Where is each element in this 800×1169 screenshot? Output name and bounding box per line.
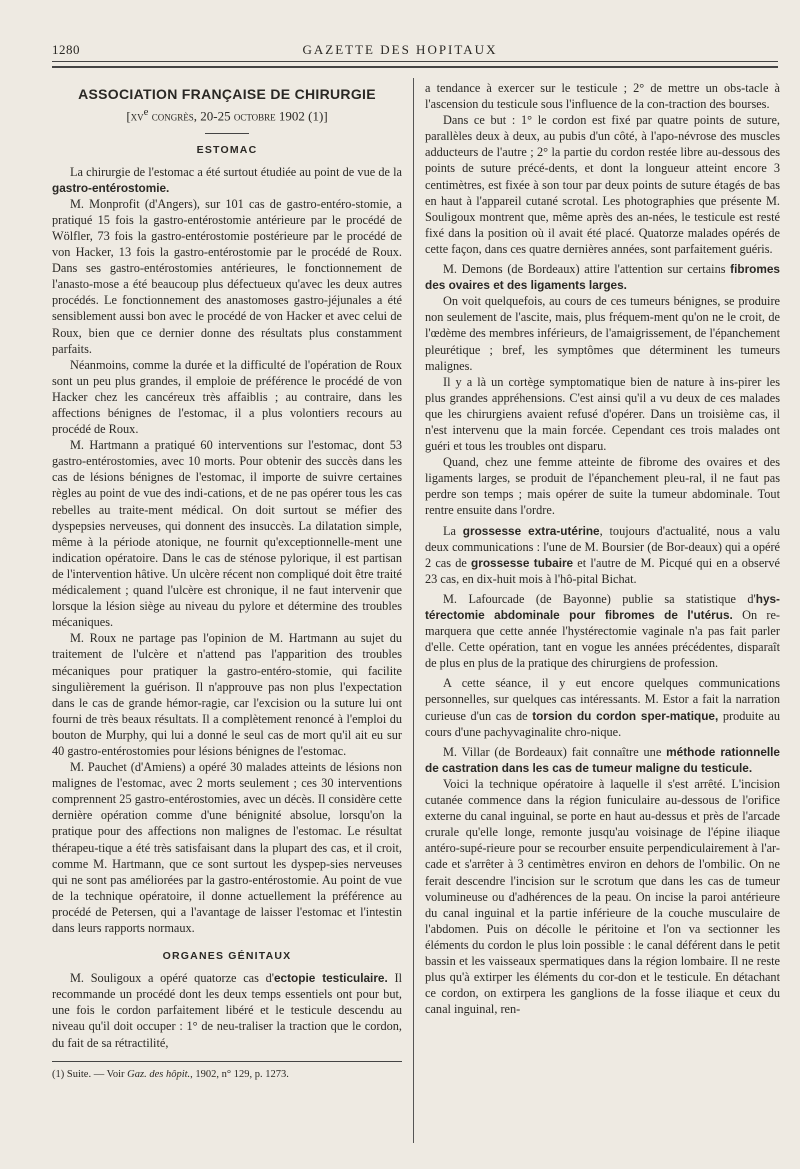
- paragraph: Voici la technique opératoire à laquelle il s'est arrêté. L'incision cutanée commence dans la région funiculaire au-dessous de l'orifice externe du canal inguinal, se porte en haut au-dessus et près de l'arcade crurale qu'elle longe, remonte jusqu'au voisinage de l'épine iliaque antéro-supé-rieure pour se recourber ensuite perpendiculairement à l'ar-cade et s'arrêter à 3 centimètres environ en dehors de l'ombilic. On ne ferait descendre l'incision sur le scrotum que dans les cas de tumeur volumineuse ou d'adhérences de la peau. On incise la paroi antérieure du canal inguinal et la partie inférieure de la couche musculaire de l'abdomen. Puis on décolle le péritoine et l'on va sectionner les éléments du cordon le plus loin possible : le canal déférent dans le petit bassin et les vaisseaux spermatiques dans la région lombaire. Il ne reste plus qu'à extirper les éléments du cor-don et le testicule. En détachant ce cordon, on extirpera les ganglions de la fosse iliaque et ceux du canal inguinal, ren-: [425, 776, 780, 1017]
- paragraph: Néanmoins, comme la durée et la difficulté de l'opération de Roux sont un peu plus grandes, il emploie de préférence le procédé de von Hacker chez les cancéreux très affaiblis ; au contraire, dans les affections bénignes de l'estomac, il a plus volontiers recours au procédé de Roux.: [52, 357, 402, 437]
- keyword: torsion du cordon sper-matique,: [532, 708, 719, 723]
- article-subtitle: [52, 104, 402, 124]
- title-rule: [205, 133, 249, 134]
- paragraph: M. Demons (de Bordeaux) attire l'attention sur certains fibromes des ovaires et des ligaments larges.: [425, 262, 780, 293]
- paragraph: Dans ce but : 1° le cordon est fixé par quatre points de suture, parallèles deux à deux, au pubis d'un côté, à l'apo-névrose des muscles adducteurs de l'autre ; 2° la partie du cordon restée libre au-dessous des points de suture précé-dents, et dont la longueur atteint encore 3 centimètres, est fixée à son tour par deux points de suture étagés de bas en haut à l'appareil cutané scrotal. Les photographies que présente M. Souligoux montrent que, même après des an-nées, le testicule est resté fixé dans la position où il avait été placé. Quatorze malades opérés de cette façon, dans ces quatre dernières années, sont parfaitement guéris.: [425, 113, 780, 256]
- page-number: 1280: [52, 42, 80, 57]
- keyword: hys-térectomie abdominale pour fibromes de l'utérus.: [425, 591, 780, 622]
- paragraph: On voit quelquefois, au cours de ces tumeurs bénignes, se produire non seulement de l'ascite, mais, plus fréquem-ment qu'on ne le croit, de l'œdème des membres inférieurs, de l'amaigrissement, de l'épanchement pleurétique ; bref, les symptômes que déterminent les tumeurs malignes.: [425, 294, 780, 373]
- subtitle-pre: [xv: [126, 108, 144, 124]
- left-column: [52, 80, 402, 1081]
- article-title: ASSOCIATION FRANÇAISE DE CHIRURGIE: [78, 86, 376, 102]
- section-heading-estomac: ESTOMAC: [196, 143, 258, 156]
- section-heading-organes: ORGANES GÉNITAUX: [162, 950, 292, 963]
- footnote: (1) Suite. — Voir Gaz. des hôpit., 1902, n° 129, p. 1273.: [52, 1068, 289, 1080]
- header-rule: [52, 61, 778, 62]
- paragraph: M. Hartmann a pratiqué 60 interventions sur l'estomac, dont 53 gastro-entérostomies, avec 10 morts. Pour obtenir des succès dans les cas de lésions bénignes de l'estomac, il importe de suivre certaines règles au point de vue des indi-cations, et de ne pas opérer tous les cas rebelles au traite-ment médical. On doit surtout se méfier des dyspepsies nerveuses, qui donnent des insuccès. La dilatation simple, même à la période atonique, ne fournit qu'exceptionnelle-ment une indication opératoire. Dans le cas de sténose pylorique, il est partisan de l'intervention hâtive. Un ulcère récent non compliqué doit être traité médicalement ; quand l'ulcère est chronique, il ne faut intervenir que lorsque la lésion siège au niveau du pylore et détermine des troubles mécaniques.: [52, 438, 402, 630]
- footnote-rule: [52, 1061, 402, 1062]
- paragraph: M. Roux ne partage pas l'opinion de M. Hartmann au sujet du traitement de l'ulcère et n'attend pas l'apparition des troubles mécaniques pour pratiquer la gastro-entéro-stomie, qui facilite singulièrement la guérison. Il n'approuve pas non plus l'expectation dans le cas de grande hémor-ragie, car l'excision ou la suture lui ont fourni de très beaux résultats. Il a complètement renoncé à l'emploi du bouton de Murphy, qui lui a donné le seul cas de mort qu'il ait eu sur 40 gastro-entérostomies pour lésions bénignes de l'estomac.: [52, 631, 402, 758]
- paragraph: Il y a là un cortège symptomatique bien de nature à ins-pirer les plus grandes appréhensions. C'est ainsi qu'il a vu deux de ces malades que les chirurgiens avaient refusé d'opérer. Dans un troisième cas, il n'est intervenu que la main forcée. Cependant ces trois malades ont guéri et tous les troubles ont disparu.: [425, 374, 780, 454]
- paragraph: Quand, chez une femme atteinte de fibrome des ovaires et des ligaments larges, se produit de l'épanchement pleu-ral, il ne faut pas perdre son temps ; mais opérer de suite la tumeur abdominale. Tout rentre ensuite dans l'ordre.: [425, 455, 780, 518]
- subtitle-sup: e: [143, 106, 149, 119]
- paragraph: a tendance à exercer sur le testicule ; 2° de mettre un obs-tacle à l'ascension du testicule sous l'influence de la con-traction des bourses.: [425, 81, 780, 112]
- keyword: méthode rationnelle de castration dans les cas de tumeur maligne du testicule.: [425, 744, 780, 775]
- column-divider: [413, 78, 414, 1143]
- keyword: gastro-entérostomie.: [52, 180, 170, 195]
- subtitle-main: congrès, 20-25 octobre 1902 (1)]: [148, 108, 328, 124]
- paragraph: M. Villar (de Bordeaux) fait connaître une méthode rationnelle de castration dans les cas de tumeur maligne du testicule.: [425, 744, 780, 775]
- paragraph: M. Monprofit (d'Angers), sur 101 cas de gastro-entéro-stomie, a pratiqué 15 fois la gastro-entérostomie antérieure par le procédé de Wölfler, 73 fois la gastro-entérostomie postérieure par le procédé de von Hacker, 13 fois la gastro-entérostomie par le procédé de Roux. Dans ses gastro-entérostomies antérieures, le fonctionnement de l'anasto-mose a été beaucoup plus défectueux qu'avec les deux autres procédés. Le fonctionnement des anastomoses gastro-jéjunales a été sensiblement aussi bon avec le procédé de von Hacker et avec celui de Roux, bien que ce dernier donne des résultats plus constamment parfaits.: [52, 196, 402, 356]
- right-column: [425, 80, 780, 1017]
- header-rule-thick: [52, 66, 778, 68]
- running-title: GAZETTE DES HOPITAUX: [302, 42, 498, 57]
- paragraph: M. Souligoux a opéré quatorze cas d'ectopie testiculaire. Il recommande un procédé dont les deux temps essentiels ont pour but, une fois le cordon parfaitement libéré et le testicule descendu au niveau qu'il doit occuper : 1° de neu-traliser la traction que le cordon, du fait de sa rétractilité,: [52, 971, 402, 1050]
- paragraph: M. Lafourcade (de Bayonne) publie sa statistique d'hys-térectomie abdominale pour fibromes de l'utérus. On re-marquera que cette année l'hystérectomie vaginale n'a pas fait parler d'elle. Cette opération, tant en vogue les années précédentes, disparaît de plus en plus de la pratique des chirurgiens de profession.: [425, 591, 781, 671]
- keyword: ectopie testiculaire.: [273, 971, 388, 986]
- paragraph: La chirurgie de l'estomac a été surtout étudiée au point de vue de la gastro-entérostomie.: [52, 164, 402, 195]
- keyword: grossesse tubaire: [471, 555, 574, 570]
- paragraph: A cette séance, il y eut encore quelques communications personnelles, sur quelques cas intéressants. M. Estor a fait la narration curieuse d'un cas de torsion du cordon sper-matique, produite au cours d'une pachyvaginalite chro-nique.: [425, 676, 780, 739]
- keyword: grossesse extra-utérine: [462, 523, 600, 538]
- paragraph: M. Pauchet (d'Amiens) a opéré 30 malades atteints de lésions non malignes de l'estomac, avec 2 morts seulement ; ces 30 interventions comprennent 25 gastro-entérostomies, avec un décès. Il considère cette dernière opération comme d'une bénignité absolue, lorsqu'on la pratique pour des affections non malignes de l'estomac. Le résultat thérapeu-tique a été très satisfaisant dans la plupart des cas, et il croit, comme M. Hartmann, que ce sont surtout les dyspep-sies nerveuses qui ne sont pas améliorées par la gastro-entérostomie. Au point de vue de la technique opératoire, il donne actuellement la préférence au procédé de Petersen, qui a l'avantage de laisser l'estomac et l'intestin dans leurs rapports normaux.: [52, 760, 402, 936]
- keyword: fibromes des ovaires et des ligaments larges.: [425, 262, 780, 293]
- paragraph: La grossesse extra-utérine, toujours d'actualité, nous a valu deux communications : l'une de M. Boursier (de Bor-deaux) qui a opéré 2 cas de grossesse tubaire et l'autre de M. Picqué qui en a observé 23 cas, en dix-huit mois à l'hô-pital Bichat.: [425, 523, 780, 586]
